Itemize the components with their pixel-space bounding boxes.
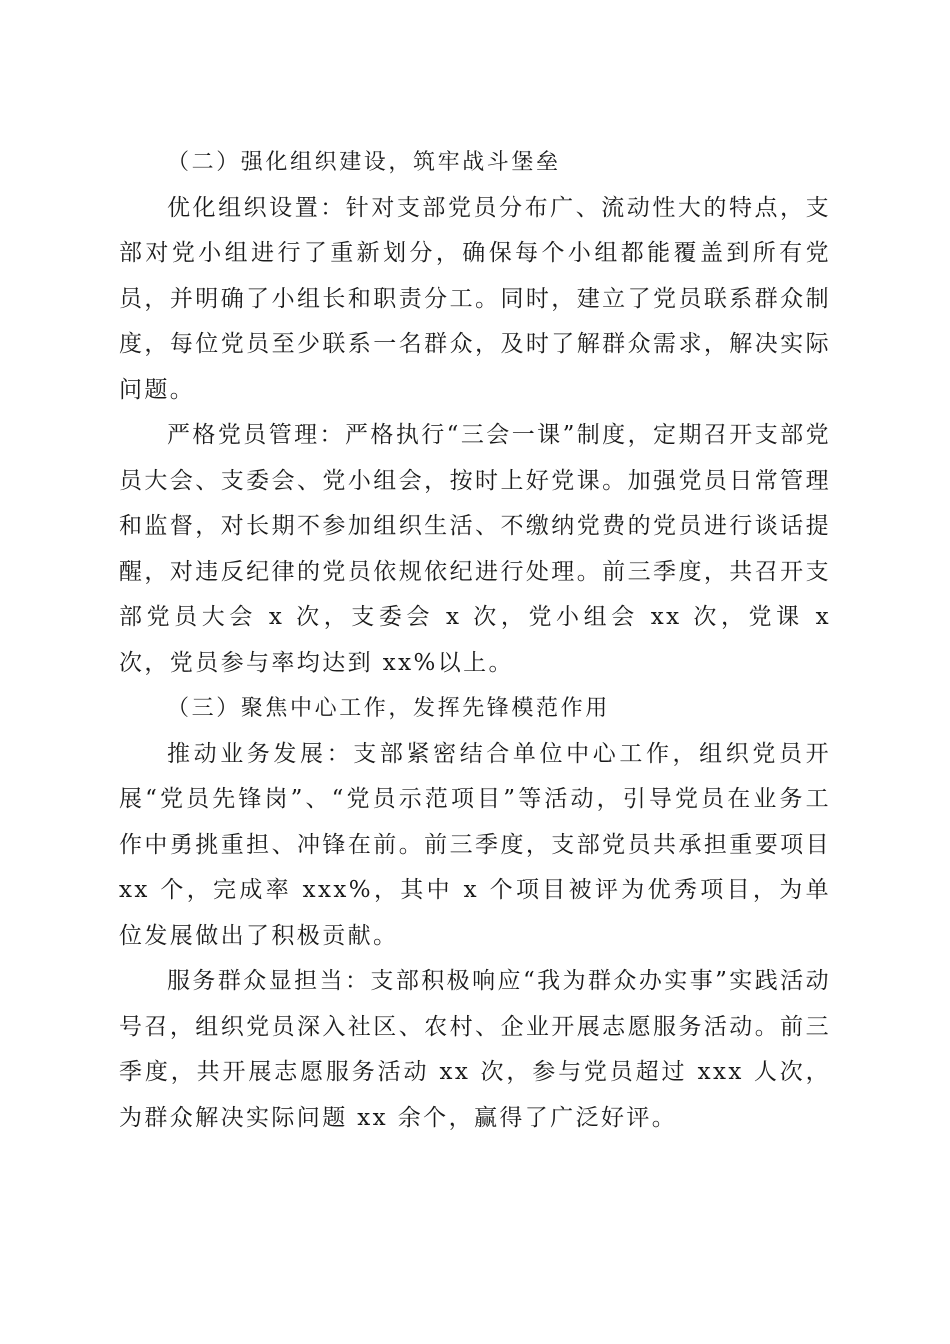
- paragraph-optimize-organization: 优化组织设置：针对支部党员分布广、流动性大的特点，支部对党小组进行了重新划分，确保每个小组都能覆盖到所有党员，并明确了小组长和职责分工。同时，建立了党员联系群众制度，每位党员至少联系一名群众，及时了解群众需求，解决实际问题。: [119, 194, 831, 403]
- paragraph-business-development: 推动业务发展：支部紧密结合单位中心工作，组织党员开展“党员先锋岗”、“党员示范项目”等活动，引导党员在业务工作中勇挑重担、冲锋在前。前三季度，支部党员共承担重要项目 xx 个，完成率 xxx%，其中 x 个项目被评为优秀项目，为单位发展做出了积极贡献。: [119, 740, 831, 949]
- paragraph-serve-the-masses: 服务群众显担当：支部积极响应“我为群众办实事”实践活动号召，组织党员深入社区、农村、企业开展志愿服务活动。前三季度，共开展志愿服务活动 xx 次，参与党员超过 xxx 人次，为群众解决实际问题 xx 余个，赢得了广泛好评。: [119, 968, 831, 1131]
- document-body: [119, 140, 831, 1141]
- section-heading-2: （二）强化组织建设，筑牢战斗堡垒: [167, 150, 561, 175]
- section-heading-3: （三）聚焦中心工作，发挥先锋模范作用: [167, 696, 610, 721]
- paragraph-strict-member-management: 严格党员管理：严格执行“三会一课”制度，定期召开支部党员大会、支委会、党小组会，按时上好党课。加强党员日常管理和监督，对长期不参加组织生活、不缴纳党费的党员进行谈话提醒，对违反纪律的党员依规依纪进行处理。前三季度，共召开支部党员大会 x 次，支委会 x 次，党小组会 xx 次，党课 x 次，党员参与率均达到 xx%以上。: [119, 422, 831, 676]
